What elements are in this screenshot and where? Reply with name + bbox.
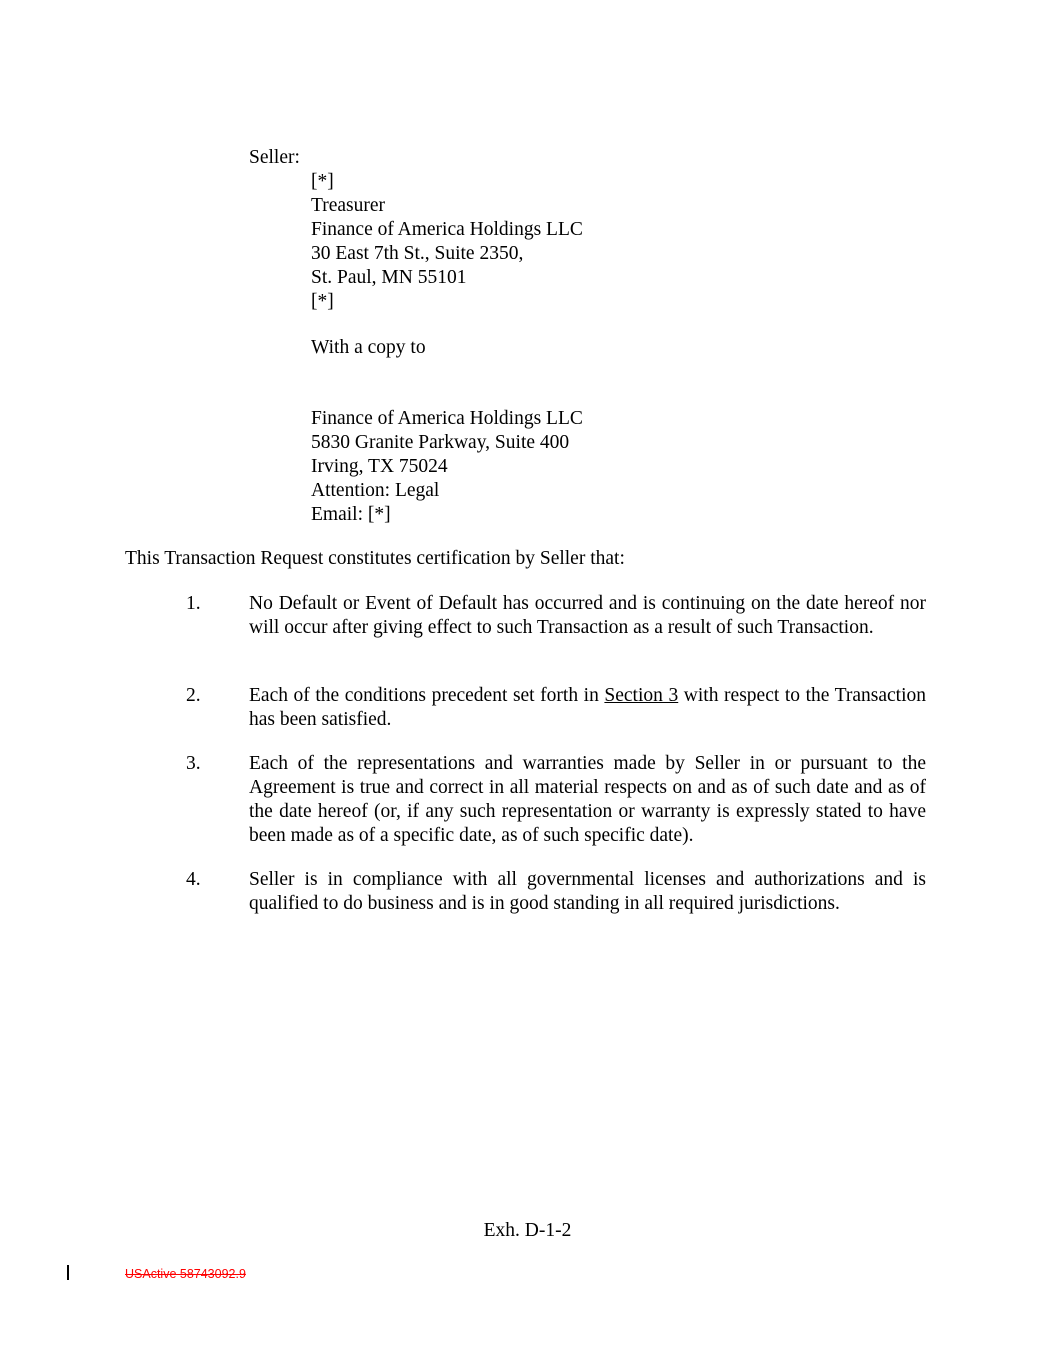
section-reference: Section 3 [604, 685, 679, 706]
item-number: 1. [186, 593, 201, 614]
revision-bar [67, 1265, 69, 1280]
item-number: 2. [186, 685, 201, 706]
seller-contact-placeholder: [*] [311, 171, 334, 192]
seller-label: Seller: [249, 147, 300, 168]
seller-address [311, 170, 811, 314]
item-number: 4. [186, 869, 201, 890]
item-text-part: Each of the conditions precedent set forth in [249, 685, 605, 706]
seller-company: Finance of America Holdings LLC [311, 219, 583, 240]
seller-contact-extra: [*] [311, 291, 334, 312]
copy-email: Email: [*] [311, 504, 391, 525]
page-number: Exh. D-1-2 [483, 1220, 572, 1241]
copy-city: Irving, TX 75024 [311, 456, 448, 477]
seller-street: 30 East 7th St., Suite 2350, [311, 243, 524, 264]
seller-city: St. Paul, MN 55101 [311, 267, 467, 288]
copy-attention: Attention: Legal [311, 480, 440, 501]
seller-title: Treasurer [311, 195, 386, 216]
copy-address [311, 407, 811, 527]
certification-item-text: No Default or Event of Default has occurred and is continuing on the date hereof nor will occur after giving effect to such Transaction as a result of such Transaction. [249, 593, 926, 638]
certification-item-text [249, 684, 926, 732]
copy-street: 5830 Granite Parkway, Suite 400 [311, 432, 570, 453]
certification-item-text: Each of the representations and warranties made by Seller in or pursuant to the Agreement is true and correct in all material respects on and as of such date and as of the date hereof (or, if any such representation or warranty is expressly stated to have been made as of a specific date, as of such specific date). [249, 753, 926, 846]
item-number: 3. [186, 753, 201, 774]
document-id: USActive 58743092.9 [125, 1267, 246, 1281]
item-text-part: with respect to the Transaction has been satisfied. [249, 685, 926, 730]
certification-item-text: Seller is in compliance with all governmental licenses and authorizations and is qualified to do business and is in good standing in all required jurisdictions. [249, 869, 926, 914]
copy-company: Finance of America Holdings LLC [311, 408, 583, 429]
copy-to-label: With a copy to [311, 337, 426, 358]
certification-intro: This Transaction Request constitutes certification by Seller that: [125, 548, 625, 569]
